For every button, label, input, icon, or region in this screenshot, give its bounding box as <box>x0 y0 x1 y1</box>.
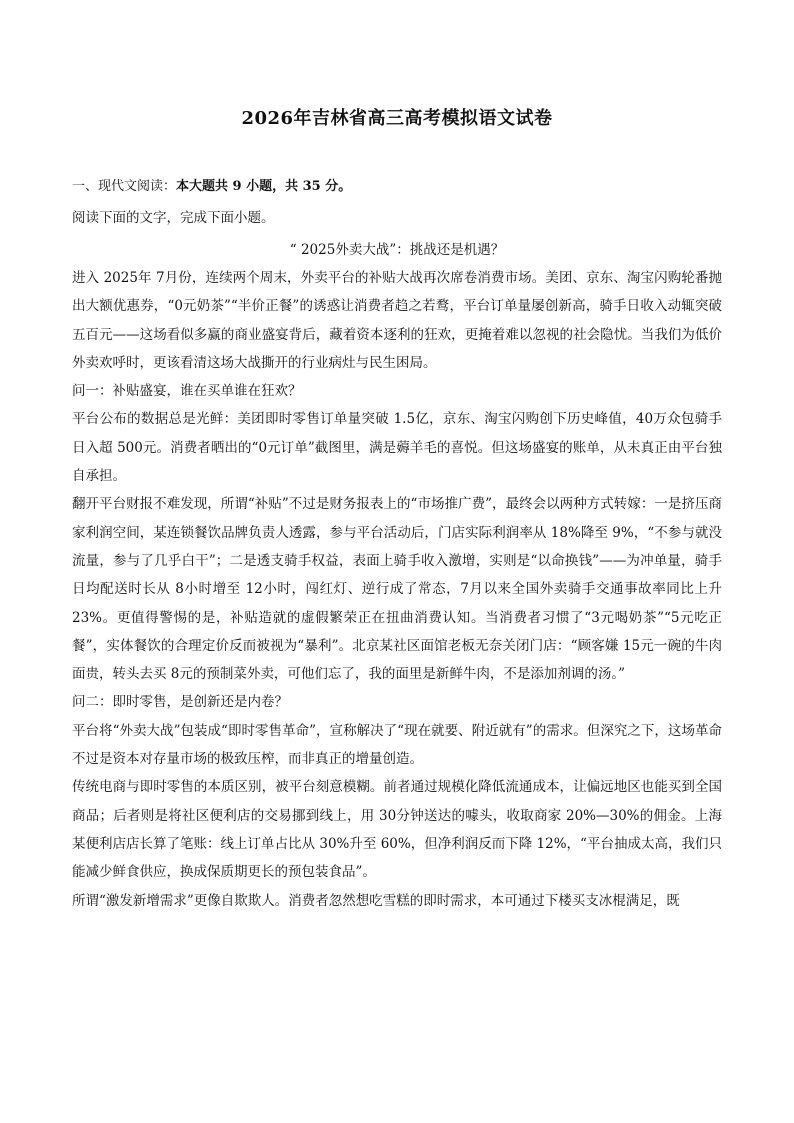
article-title: “ 2025外卖大战”：挑战还是机遇？ <box>289 242 505 258</box>
article-paragraph: 传统电商与即时零售的本质区别，被平台刻意模糊。前者通过规模化降低流通成本，让偏远地区也能买到全国商品；后者则是将社区便利店的交易挪到线上，用 30分钟送达的噱头，收取商家 20%—30%的佣金。上海某便利店店长算了笔账：线上订单占比从 30%升至 60%，但净利润反而下降 12%，“平台抽成太高，我们只能减少鲜食供应，换成保质期更长的预包装食品”。 <box>72 779 722 881</box>
instruction-text: 阅读下面的文字，完成下面小题。 <box>72 210 275 226</box>
question-heading: 问二：即时零售，是创新还是内卷？ <box>72 694 288 711</box>
section-info: 本大题共 9 小题，共 35 分。 <box>176 179 352 194</box>
question-heading: 问一：补贴盛宴，谁在买单谁在狂欢？ <box>72 383 302 400</box>
article-paragraph: 进入 2025年 7月份，连续两个周末，外卖平台的补贴大战再次席卷消费市场。美团、京东、淘宝闪购轮番抛出大额优惠券，“0元奶茶”“半价正餐”的诱惑让消费者趋之若鹜，平台订单量屡创新高，骑手日收入动辄突破五百元——这场看似多赢的商业盛宴背后，藏着资本逐利的狂欢，更掩着难以忽视的社会隐忧。当我们为低价外卖欢呼时，更该看清这场大战撕开的行业病灶与民生困局。 <box>72 270 722 371</box>
article-paragraph: 平台公布的数据总是光鲜：美团即时零售订单量突破 1.5亿，京东、淘宝闪购创下历史峰值，40万众包骑手日入超 500元。消费者晒出的“0元订单”截图里，满是薅羊毛的喜悦。但这场盛宴的账单，从未真正由平台独自承担。 <box>72 411 722 485</box>
article-body <box>72 264 722 915</box>
section-prefix: 一、现代文阅读： <box>72 179 177 194</box>
page-title: 2026年吉林省高三高考模拟语文试卷 <box>241 108 553 129</box>
section-heading <box>72 175 351 194</box>
article-paragraph: 平台将“外卖大战”包装成“即时零售革命”，宣称解决了“现在就要、附近就有”的需求。但深究之下，这场革命不过是资本对存量市场的极致压榨，而非真正的增量创造。 <box>72 722 722 768</box>
article-paragraph: 翻开平台财报不难发现，所谓“补贴”不过是财务报表上的“市场推广费”，最终会以两种方式转嫁：一是挤压商家利润空间，某连锁餐饮品牌负责人透露，参与平台活动后，门店实际利润率从 18%降至 9%，“不参与就没流量，参与了几乎白干”；二是透支骑手权益，表面上骑手收入激增，实则是“以命换钱”——为冲单量，骑手日均配送时长从 8小时增至 12小时，闯红灯、逆行成了常态，7月以来全国外卖骑手交通事故率同比上升 23%。更值得警惕的是，补贴造就的虚假繁荣正在扭曲消费认知。当消费者习惯了“3元喝奶茶”“5元吃正餐”，实体餐饮的合理定价反而被视为“暴利”。北京某社区面馆老板无奈关闭门店：“顾客嫌 15元一碗的牛肉面贵，转头去买 8元的预制菜外卖，可他们忘了，我的面里是新鲜牛肉，不是添加剂调的汤。” <box>72 496 722 683</box>
article-paragraph: 所谓“激发新增需求”更像自欺欺人。消费者忽然想吃雪糕的即时需求，本可通过下楼买支冰棍满足，既 <box>72 892 680 909</box>
